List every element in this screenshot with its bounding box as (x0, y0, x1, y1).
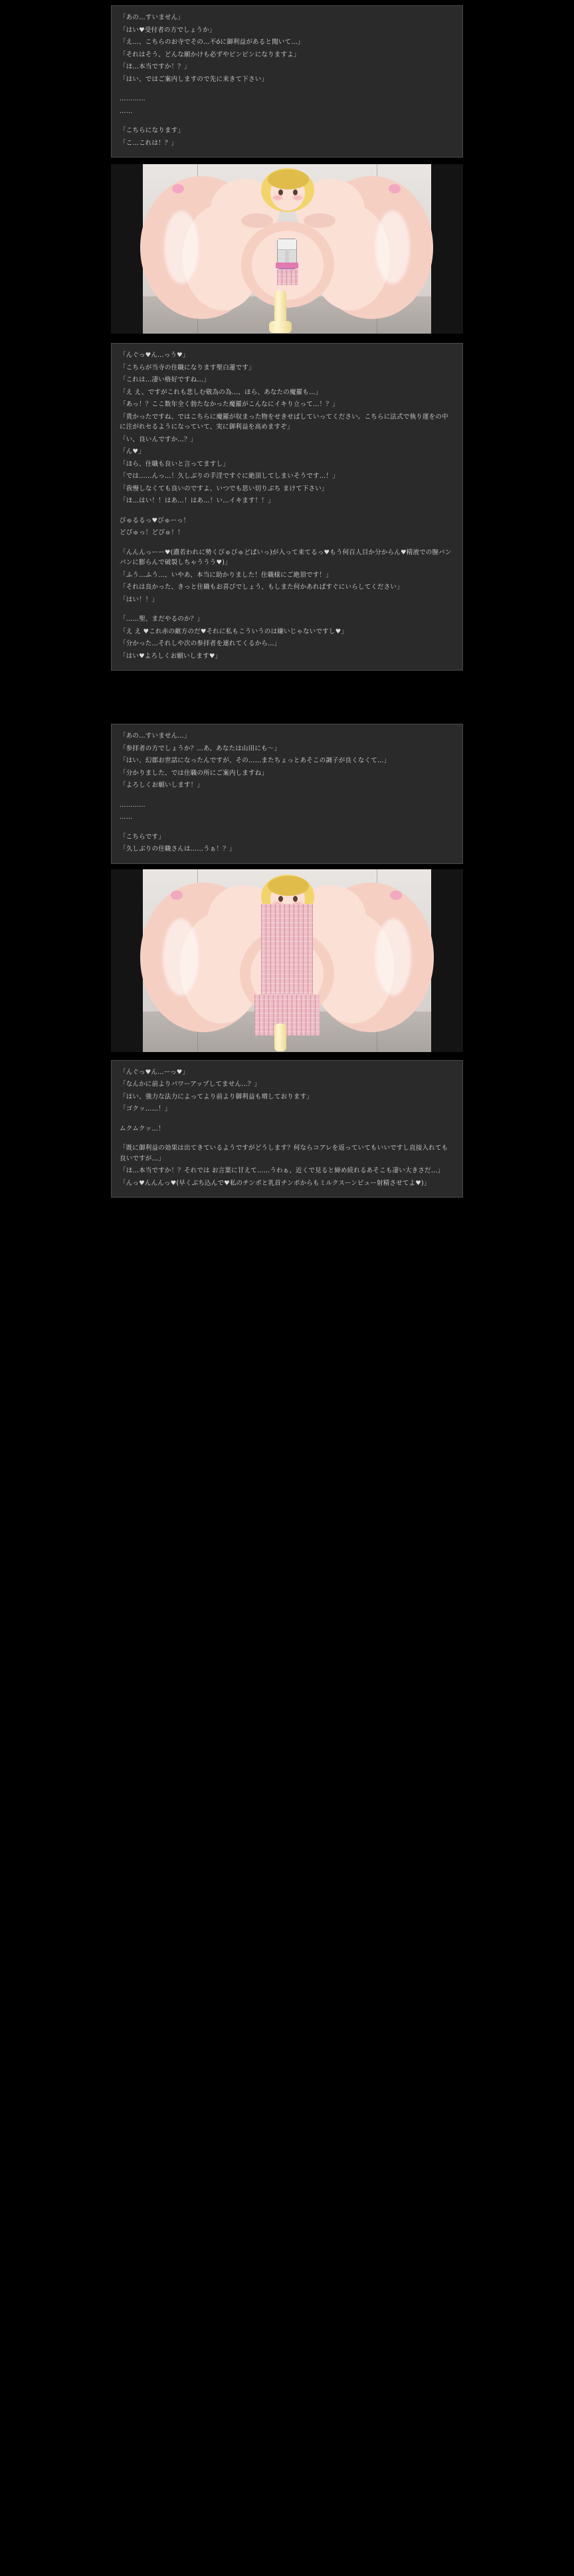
dialogue-line: 「ほ…本当ですか！？それでは お言葉に甘えて……うわぁ、近くで見ると締め続れるあそこも凄い大きさだ…」 (120, 1167, 444, 1174)
dialogue-line: 「あっ！？ここ数年全く勃たなかった魔羅がこんなにイキり立って…！？」 (120, 401, 339, 408)
letterbox-right (431, 869, 463, 1052)
dialogue-line: 「はい♥よろしくお願いします♥」 (120, 652, 222, 660)
dialogue-line (120, 1117, 454, 1122)
eye-left (278, 189, 283, 195)
dialogue-line: 「あの…すいません」 (120, 14, 185, 21)
dialogue-line (120, 86, 454, 92)
dialogue-line: 「え…、こちらのお寺でその…不όに御利益があると聞いて…」 (120, 39, 304, 46)
dialogue-line: 「い、良いんですか…？」 (120, 435, 197, 443)
blush-right (293, 195, 302, 200)
dialogue-line: 「あの…すいません…」 (120, 732, 191, 740)
dialogue-line: 「んぐっ♥ん…ーっ♥」 (120, 1068, 189, 1076)
dialogue-line: 「では……んっ…！久しぶりの手淫ですぐに絶頂してしまいそうです…！」 (120, 473, 339, 480)
dialogue-line: 「はい、強力な法力によってより前より御利益も増しております」 (120, 1093, 314, 1101)
thigh-highlight-left (163, 918, 199, 996)
dialogue-line: 「はい！！」 (120, 595, 159, 603)
dialogue-line: 「それはそう、どんな願かけも必ずやピンピンになりますよ」 (120, 51, 300, 58)
dialogue-panel-1 (111, 5, 463, 158)
tube-lower (274, 1023, 286, 1051)
thigh-highlight-right (375, 211, 410, 284)
device-cap (278, 239, 296, 250)
ribbon-left (172, 184, 184, 193)
tube-lower-flare (269, 321, 292, 333)
scene-illustration-1 (111, 164, 463, 334)
dialogue-line (120, 508, 454, 514)
dialogue-line: びゅるるっ♥びゅーっ！ (120, 516, 190, 524)
dialogue-line (120, 1136, 454, 1141)
censor-mosaic-center (277, 269, 298, 285)
eye-right (293, 189, 298, 195)
dialogue-line: 「ゴクッ……！」 (120, 1105, 171, 1113)
dialogue-line: 「え え、ですがこれも悲しむ敬為の為…、ほら、あなたの魔羅も…」 (120, 388, 322, 396)
dialogue-panel-2 (111, 343, 463, 671)
dialogue-line: 「んっ♥んんんっ♥(早くぶち込んで♥私のチンポと乳首チンポからもミルクスーンピュー射精させてよ♥)」 (120, 1179, 430, 1187)
dialogue-line: 「これは…凄い格好ですね…」 (120, 376, 210, 383)
dialogue-panel-3 (111, 724, 463, 864)
dialogue-line: 「既に御利益の効果は出てきているようですがどうします？何ならコアレを返っていてもいいですし直接入れても良いですが…」 (120, 1144, 448, 1162)
dialogue-line: …… (120, 107, 133, 115)
dialogue-line: 「それは良かった、きっと住職もお喜びでしょう、もしまた何かあればすぐにいらしてください」 (120, 584, 403, 591)
dialogue-line (120, 793, 454, 798)
letterbox-left (111, 869, 143, 1052)
dialogue-line: 「参拝者の方でしょうか？…あ、あなたは山田にも～」 (120, 744, 281, 752)
dialogue-line: 「我慢しなくても良いのですよ、いつでも思い切りぶち まけて下さい」 (120, 484, 328, 492)
dialogue-line: 「貴かったですね、ではこちらに魔羅が収まった物をせきせばしていってください。こちらに法式で執り運をの中に注がれセるようになっていて、実に御利益を高めますぞ」 (120, 413, 448, 431)
hair-bangs (268, 169, 309, 189)
dialogue-line (120, 607, 454, 612)
dialogue-line: 「ほ…はい！！はあ…！はあ…！い…イキます！！」 (120, 497, 274, 504)
eye-left (278, 896, 283, 902)
eye-right (293, 896, 298, 902)
dialogue-line: 「はい、幻郡お世話になったんですが、その……またちょっとあそこの調子が良くなくて…」 (120, 757, 391, 764)
letterbox-right (431, 164, 463, 334)
dialogue-line (120, 118, 454, 124)
dialogue-line: 「え え ♥これ赤の敵方のだ♥それに私もこういうのは嫌いじゃないですし♥」 (120, 627, 347, 635)
dialogue-line: 「ん♥」 (120, 448, 145, 455)
dialogue-line: ムクムクッ…！ (120, 1125, 165, 1132)
letterbox-left (111, 164, 143, 334)
dialogue-line: 「こ…これは！？」 (120, 139, 178, 147)
dialogue-line: ………… (120, 95, 145, 102)
dialogue-line: どぴゅっ！どぴゅ！！ (120, 529, 185, 536)
ribbon-left (171, 891, 183, 900)
dialogue-panel-4 (111, 1060, 463, 1198)
dialogue-line: 「ふう…ふう…、いやあ、本当に助かりました！住職様にご絶頂です！」 (120, 571, 332, 579)
dialogue-line: 「ほ…本当ですか！？」 (120, 63, 191, 70)
dialogue-line: 「久しぶりの住職さんは……うぁ！？」 (120, 845, 236, 853)
thigh-highlight-left (164, 211, 199, 284)
dialogue-line: 「はい♥受付者の方でしょうか」 (120, 26, 216, 34)
dialogue-line: 「こちらです」 (120, 833, 165, 841)
hair-bangs (268, 876, 309, 896)
ribbon-right (389, 184, 401, 193)
dialogue-line: …… (120, 813, 133, 821)
dialogue-line: 「よろしくお願いします！」 (120, 782, 204, 789)
blush-left (273, 195, 282, 200)
censor-mosaic-lower (254, 994, 320, 1035)
dialogue-line: 「……聖、まだやるのか？」 (120, 615, 204, 623)
scene-illustration-2 (111, 869, 463, 1052)
dialogue-line: 「こちらが当寺の住職になります聖白蓮です」 (120, 364, 255, 372)
dialogue-line: 「んぐっ♥ん…っう♥」 (120, 352, 189, 359)
dialogue-line: 「ほら、住職も良いと言ってますし」 (120, 460, 229, 468)
ribbon-right (390, 891, 402, 900)
dialogue-line: 「はい、ではご案内しますので先に来きて下さい」 (120, 75, 268, 83)
dialogue-line (120, 540, 454, 546)
dialogue-line: ………… (120, 801, 145, 809)
thigh-highlight-right (375, 918, 411, 996)
dialogue-line: 「分かりました、では住職の所にご案内しますね」 (120, 769, 268, 777)
dialogue-line (120, 825, 454, 830)
dialogue-line: 「こちらになります」 (120, 127, 185, 134)
dialogue-line: 「なんかに前よりパワーアップしてません…？」 (120, 1081, 261, 1088)
dialogue-line: 「分かった…それしや次の参拝者を連れてくるから…」 (120, 640, 281, 647)
device-pink-band (276, 263, 298, 268)
dialogue-line: 「んんんっーー♥(濃若われに勢くびゅびゅどぱいっ)が入って来てるっ♥もう何百人目か分からん♥精液での膣バンパンに膨らんで破裂しちゃううう♥)」 (120, 548, 452, 566)
